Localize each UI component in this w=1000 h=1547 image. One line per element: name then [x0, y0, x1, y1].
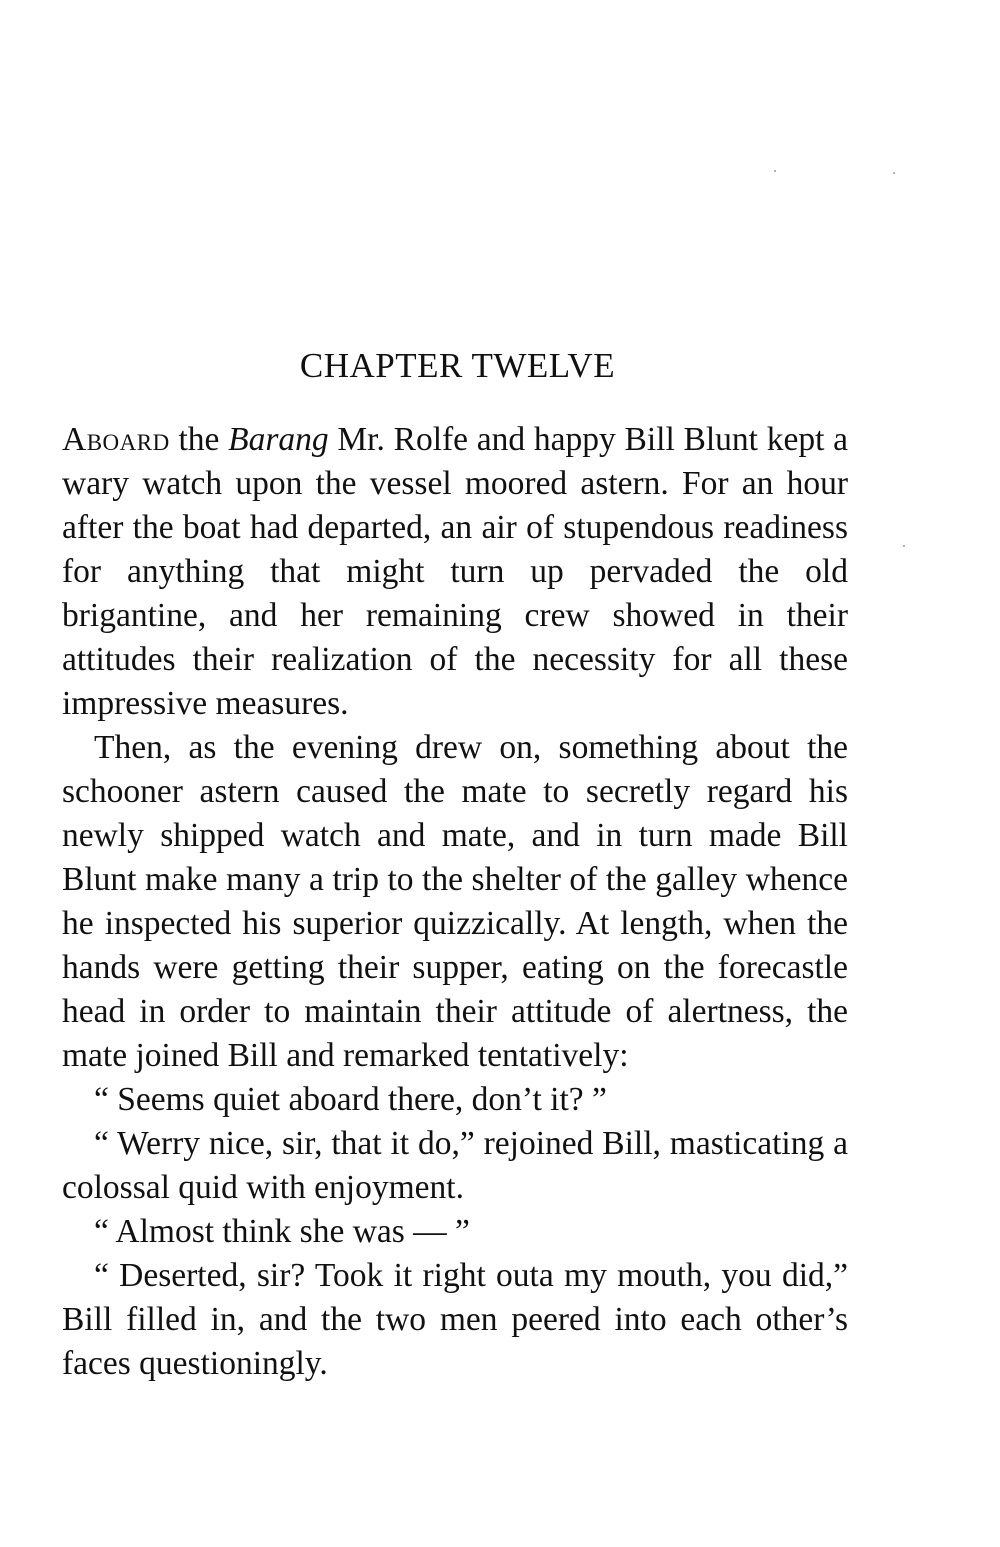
- dialogue-line: “ Seems quiet aboard there, don’t it? ”: [94, 1081, 607, 1118]
- chapter-heading: CHAPTER TWELVE: [299, 346, 616, 385]
- chapter-body: [62, 418, 848, 1386]
- opening-text: Mr. Rolfe and happy Bill Blunt kept a wary watch upon the vessel moored astern. For an hour after the boat had departed, an air of stupendous readiness for anything that might turn up pervaded the old brigantine, and her remaining crew showed in their attitudes their realization of the necessity for all these impressive measures.: [62, 421, 848, 722]
- dialogue-line: “ Deserted, sir? Took it right outa my mouth, you did,” Bill filled in, and the two men peered into each other’s faces questioningly.: [62, 1257, 848, 1382]
- dialogue-line: “ Almost think she was — ”: [94, 1213, 470, 1250]
- paragraph-opening: [62, 418, 848, 726]
- scan-speck: [893, 172, 895, 174]
- ship-name: Barang: [228, 421, 329, 458]
- opening-connector: the: [169, 421, 229, 458]
- scan-speck: [903, 545, 905, 547]
- scan-speck: [774, 170, 776, 172]
- opening-lead-word: Aboard: [62, 421, 170, 458]
- dialogue-line: “ Werry nice, sir, that it do,” rejoined Bill, masticating a colossal quid with enjoyment.: [62, 1125, 848, 1206]
- paragraph: Then, as the evening drew on, something about the schooner astern caused the mate to secretly regard his newly shipped watch and mate, and in turn made Bill Blunt make many a trip to the shelter of the galley whence he inspected his superior quizzically. At length, when the hands were getting their supper, eating on the forecastle head in order to maintain their attitude of alertness, the mate joined Bill and remarked tentatively:: [62, 729, 848, 1074]
